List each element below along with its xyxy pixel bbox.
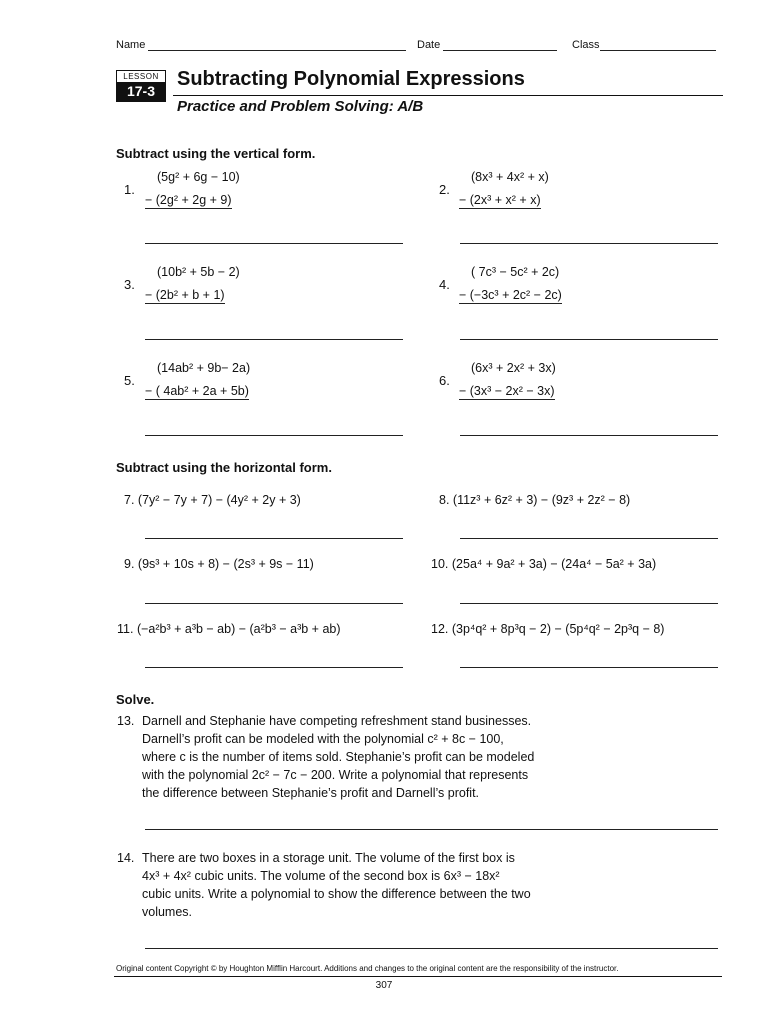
problem-number-13: 13. xyxy=(117,714,135,728)
problem-5-top-text: (14ab² + 9b− 2a) xyxy=(157,361,251,375)
answer-line-12[interactable] xyxy=(460,667,718,668)
problem-number-1: 1. xyxy=(124,182,135,197)
problem-14-line: 4x³ + 4x² cubic units. The volume of the second box is 6x³ − 18x² xyxy=(142,869,500,883)
page-number: 307 xyxy=(375,980,393,991)
name-blank[interactable] xyxy=(148,38,406,51)
date-label: Date xyxy=(417,39,441,51)
problem-4-top-text: ( 7c³ − 5c² + 2c) xyxy=(471,265,560,279)
problem-number-6: 6. xyxy=(439,373,450,388)
problem-number-11: 11. xyxy=(117,622,134,636)
answer-line-4[interactable] xyxy=(460,339,718,340)
problem-5-bottom-text: − ( 4ab² + 2a + 5b) xyxy=(145,384,249,398)
date-field[interactable] xyxy=(417,38,557,51)
answer-line-6[interactable] xyxy=(460,435,718,436)
problem-14-line: cubic units. Write a polynomial to show the difference between the two xyxy=(142,887,531,901)
problem-5-bottom xyxy=(145,384,249,398)
problem-number-10: 10. xyxy=(431,557,449,571)
problem-13-text xyxy=(142,712,602,802)
lesson-badge xyxy=(116,70,166,102)
problem-13-line: the difference between Stephanie’s profit and Darnell’s profit. xyxy=(142,786,480,800)
problem-6-top xyxy=(471,361,556,375)
answer-line-13[interactable] xyxy=(145,829,718,830)
answer-line-1[interactable] xyxy=(145,243,403,244)
class-blank[interactable] xyxy=(600,38,716,51)
problem-3-top-text: (10b² + 5b − 2) xyxy=(157,265,240,279)
lesson-number: 17-3 xyxy=(117,82,165,101)
problem-12 xyxy=(431,622,664,636)
answer-line-10[interactable] xyxy=(460,603,718,604)
problem-10 xyxy=(431,557,656,571)
answer-line-5[interactable] xyxy=(145,435,403,436)
lesson-label: LESSON xyxy=(123,72,159,81)
problem-4-bottom xyxy=(459,288,562,302)
problem-9-text: (9s³ + 10s + 8) − (2s³ + 9s − 11) xyxy=(137,557,314,571)
problem-number-9: 9. xyxy=(124,557,135,571)
problem-3-bottom xyxy=(145,288,225,302)
problem-1-top xyxy=(157,170,240,184)
problem-7-text: (7y² − 7y + 7) − (4y² + 2y + 3) xyxy=(137,493,301,507)
title-divider xyxy=(173,95,723,96)
problem-8-text: (11z³ + 6z² + 3) − (9z³ + 2z² − 8) xyxy=(452,493,631,507)
problem-6-top-text: (6x³ + 2x² + 3x) xyxy=(471,361,556,375)
answer-line-8[interactable] xyxy=(460,538,718,539)
problem-12-text: (3p⁴q² + 8p³q − 2) − (5p⁴q² − 2p³q − 8) xyxy=(451,622,665,636)
problem-number-2: 2. xyxy=(439,182,450,197)
problem-14-line: There are two boxes in a storage unit. The volume of the first box is xyxy=(142,851,515,865)
problem-number-7: 7. xyxy=(124,493,135,507)
problem-9 xyxy=(124,557,314,571)
problem-11 xyxy=(117,622,341,636)
problem-1-bottom-text: − (2g² + 2g + 9) xyxy=(145,193,232,207)
problem-14-line: volumes. xyxy=(142,905,193,919)
answer-line-9[interactable] xyxy=(145,603,403,604)
problem-13-line: with the polynomial 2c² − 7c − 200. Write a polynomial that represents xyxy=(142,768,529,782)
problem-2-bottom-text: − (2x³ + x² + x) xyxy=(459,193,541,207)
problem-number-3: 3. xyxy=(124,277,135,292)
date-blank[interactable] xyxy=(443,38,557,51)
answer-line-2[interactable] xyxy=(460,243,718,244)
problem-2-top-text: (8x³ + 4x² + x) xyxy=(471,170,549,184)
problem-7 xyxy=(124,493,301,507)
name-label: Name xyxy=(116,39,146,51)
answer-line-3[interactable] xyxy=(145,339,403,340)
problem-number-14: 14. xyxy=(117,851,135,865)
problem-14-text xyxy=(142,849,602,921)
answer-line-11[interactable] xyxy=(145,667,403,668)
section-heading-solve: Solve. xyxy=(116,692,155,707)
class-field[interactable] xyxy=(572,38,716,51)
problem-6-bottom-text: − (3x³ − 2x² − 3x) xyxy=(459,384,555,398)
problem-3-top xyxy=(157,265,240,279)
problem-13-line: Darnell and Stephanie have competing refreshment stand businesses. xyxy=(142,714,532,728)
problem-13-line: Darnell’s profit can be modeled with the polynomial c² + 8c − 100, xyxy=(142,732,504,746)
answer-line-7[interactable] xyxy=(145,538,403,539)
problem-number-12: 12. xyxy=(431,622,449,636)
problem-3-bottom-text: − (2b² + b + 1) xyxy=(145,288,225,302)
problem-1-top-text: (5g² + 6g − 10) xyxy=(157,170,240,184)
problem-4-top xyxy=(471,265,559,279)
problem-6-bottom xyxy=(459,384,555,398)
problem-8 xyxy=(439,493,630,507)
problem-5-top xyxy=(157,361,250,375)
problem-1-bottom xyxy=(145,193,232,207)
section-heading-horizontal: Subtract using the horizontal form. xyxy=(116,460,332,475)
class-label: Class xyxy=(572,39,600,51)
name-field[interactable] xyxy=(116,38,406,51)
page-subtitle: Practice and Problem Solving: A/B xyxy=(177,98,424,115)
footer-divider xyxy=(114,976,722,977)
problem-10-text: (25a⁴ + 9a² + 3a) − (24a⁴ − 5a² + 3a) xyxy=(451,557,657,571)
problem-4-bottom-text: − (−3c³ + 2c² − 2c) xyxy=(459,288,562,302)
answer-line-14[interactable] xyxy=(145,948,718,949)
problem-11-text: (−a²b³ + a³b − ab) − (a²b³ − a³b + ab) xyxy=(136,622,341,636)
copyright-notice: Original content Copyright © by Houghton Mifflin Harcourt. Additions and changes to the original content are the responsibility of the instructor. xyxy=(116,964,619,973)
problem-number-4: 4. xyxy=(439,277,450,292)
problem-2-top xyxy=(471,170,549,184)
section-heading-vertical: Subtract using the vertical form. xyxy=(116,146,316,161)
problem-number-5: 5. xyxy=(124,373,135,388)
problem-number-8: 8. xyxy=(439,493,450,507)
problem-13-line: where c is the number of items sold. Stephanie’s profit can be modeled xyxy=(142,750,535,764)
problem-2-bottom xyxy=(459,193,541,207)
page-title: Subtracting Polynomial Expressions xyxy=(177,68,525,90)
